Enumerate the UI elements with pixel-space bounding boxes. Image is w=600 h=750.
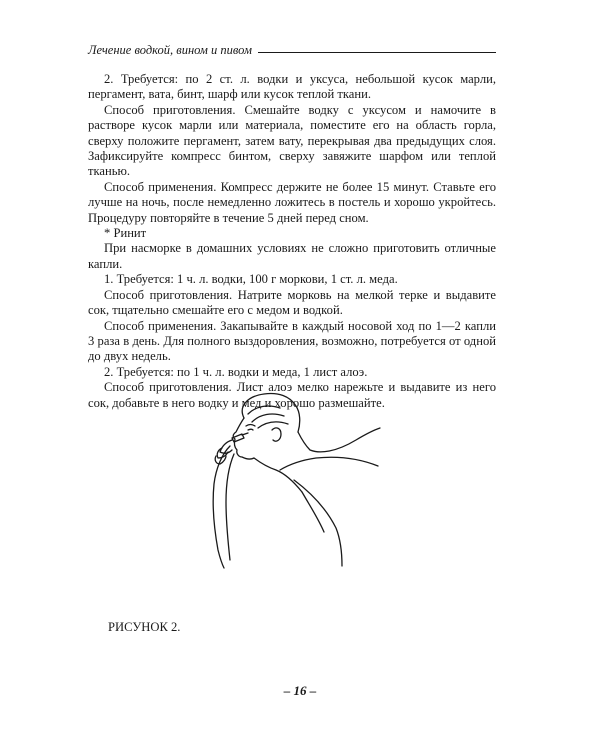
paragraph: 2. Требуется: по 2 ст. л. водки и уксуса, небольшой кусок марли, пергамент, вата, бинт, шарф или кусок теплой ткани.: [88, 72, 496, 102]
paragraph: 1. Требуется: 1 ч. л. водки, 100 г моркови, 1 ст. л. меда.: [104, 272, 398, 287]
figure-caption: РИСУНОК 2.: [108, 620, 181, 634]
paragraph: Способ применения. Закапывайте в каждый носовой ход по 1—2 капли 3 раза в день. Для полного выздоровления, возможно, потребуется от одной до двух недель.: [88, 318, 496, 364]
book-title: Лечение водкой, вином и пивом: [88, 43, 258, 58]
body-text: [88, 72, 496, 411]
page-number: – 16 –: [283, 683, 317, 698]
nose-drops-illustration: [186, 388, 382, 570]
section-heading-rhinitis: * Ринит: [104, 226, 147, 241]
paragraph: Способ приготовления. Смешайте водку с уксусом и намочите в растворе кусок марли или материала, поместите его на область горла, сверху положите пергамент, затем вату, перекрывая два предыдущих слоя. Зафиксируйте компресс бинтом, сверху завяжите шарфом или теплой тканью.: [88, 102, 496, 179]
running-header: [88, 43, 496, 61]
paragraph: Способ приготовления. Натрите морковь на мелкой терке и выдавите сок, тщательно смешайте его с медом и водкой.: [88, 287, 496, 318]
paragraph: Способ применения. Компресс держите не более 15 минут. Ставьте его лучше на ночь, после немедленно ложитесь в постель и хорошо укройтесь. Процедуру повторяйте в течение 5 дней перед сном.: [88, 179, 496, 225]
paragraph: 2. Требуется: по 1 ч. л. водки и меда, 1 лист алоэ.: [104, 364, 368, 379]
paragraph: При насморке в домашних условиях не сложно приготовить отличные капли.: [88, 241, 496, 271]
paragraph: Способ приготовления. Лист алоэ мелко нарежьте и выдавите из него сок, добавьте в него водку и мед и хорошо размешайте.: [88, 380, 496, 410]
header-rule: [258, 52, 496, 53]
